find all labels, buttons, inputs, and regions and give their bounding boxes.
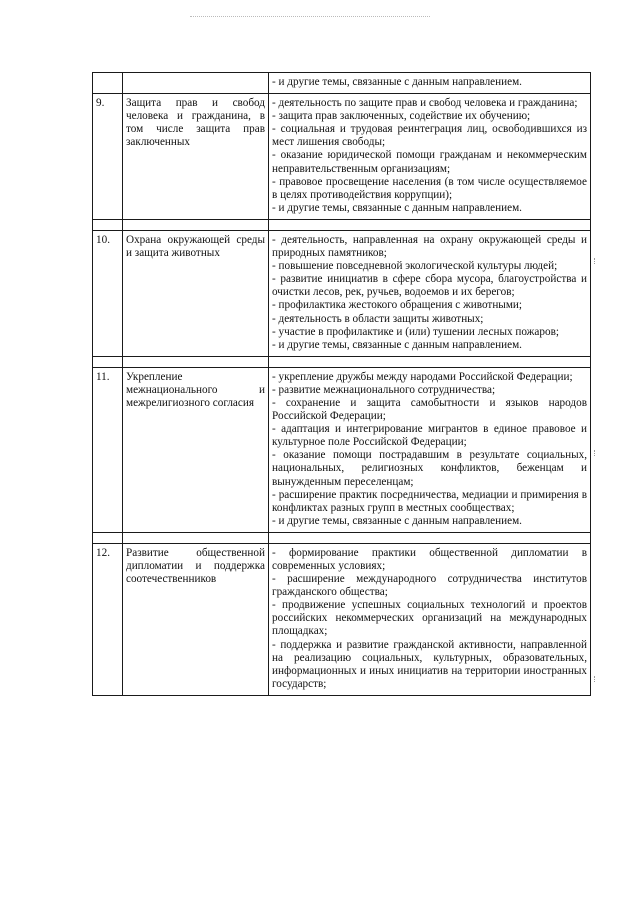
list-item: - деятельность, направленная на охрану окружающей среды и природных памятников; [272,233,587,260]
scan-artifact-margin [594,258,596,264]
row-title: Защита прав и свобод человека и гражданина, в том числе защита прав заключенных [123,94,269,220]
list-item: - формирование практики общественной дипломатии в современных условиях; [272,546,587,572]
row-title: Развитие общественной дипломатии и поддержка соотечественников [123,543,269,695]
row-number: 9. [93,94,123,220]
list-item: - социальная и трудовая реинтеграция лиц, освободившихся из мест лишения свободы; [272,123,587,149]
row-title: Охрана окружающей среды и защита животных [123,230,269,356]
table-row-continued [93,73,591,94]
scan-artifact-margin [594,676,596,682]
list-item: - деятельность в области защиты животных; [272,312,484,325]
list-item: - оказание помощи пострадавшим в результате социальных, национальных, религиозных конфликтов, беженцам и вынужденным переселенцам; [272,449,587,488]
list-item: - и другие темы, связанные с данным направлением. [272,514,522,527]
list-item: - и другие темы, связанные с данным направлением. [272,76,522,88]
row-number: 12. [93,543,123,695]
table-row [93,94,591,220]
directions-table [92,72,591,696]
row-number: 10. [93,230,123,356]
row-spacer [93,219,591,230]
table-row [93,543,591,695]
list-item: - защита прав заключенных, содействие их обучению; [272,110,531,123]
list-item: - деятельность по защите прав и свобод человека и гражданина; [272,97,578,110]
row-description [269,94,591,220]
list-item: - укрепление дружбы между народами Российской Федерации; [272,370,573,383]
scan-artifact-top [190,16,430,18]
row-title: Укрепление межнационального и межрелигиозного согласия [123,367,269,532]
list-item: - и другие темы, связанные с данным направлением. [272,201,522,214]
list-item: - повышение повседневной экологической культуры людей; [272,260,558,273]
list-item: - продвижение успешных социальных технологий и проектов российских некоммерческих организаций на международных площадках; [272,599,587,638]
row-description [269,367,591,532]
list-item: - сохранение и защита самобытности и языков народов Российской Федерации; [272,396,587,423]
list-item: - поддержка и развитие гражданской активности, направленной на реализацию социальных, культурных, образовательных, информационных и иных инициатив на территории иностранных государств; [272,638,587,690]
list-item: - расширение практик посредничества, медиации и примирения в конфликтах разных групп в местных сообществах; [272,488,587,514]
row-spacer [93,356,591,367]
list-item: - участие в профилактике и (или) тушении лесных пожаров; [272,325,559,338]
row-number-cell [93,73,123,94]
list-item: - профилактика жестокого обращения с животными; [272,299,523,312]
list-item: - расширение международного сотрудничества институтов гражданского общества; [272,573,587,599]
list-item: - адаптация и интегрирование мигрантов в единое правовое и культурное поле Российской Федерации; [272,423,587,449]
table-row [93,230,591,356]
scan-artifact-margin [594,450,596,456]
table-row [93,367,591,532]
row-title-cell [123,73,269,94]
row-description [269,230,591,356]
list-item: - и другие темы, связанные с данным направлением. [272,338,522,351]
list-item: - оказание юридической помощи гражданам и некоммерческим неправительственным организациям; [272,149,587,175]
list-item: - развитие межнационального сотрудничества; [272,383,496,396]
row-number: 11. [93,367,123,532]
row-description-cell [269,73,591,94]
row-spacer [93,532,591,543]
list-item: - правовое просвещение населения (в том числе осуществляемое в целях противодействия коррупции); [272,175,587,201]
list-item: - развитие инициатив в сфере сбора мусора, благоустройства и очистки лесов, рек, ручьев, водоемов и их берегов; [272,273,587,299]
row-description [269,543,591,695]
